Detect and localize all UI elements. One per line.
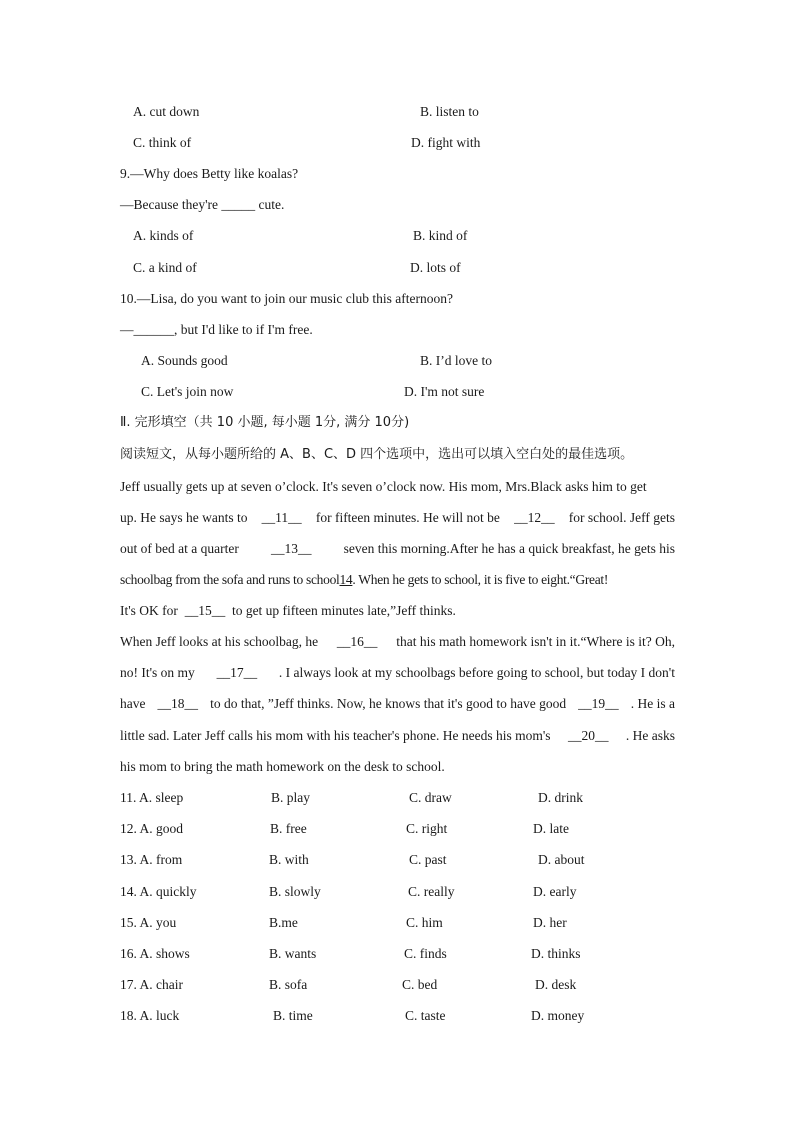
answer-12-b: B. free [270, 821, 307, 836]
answer-12-a: 12. A. good [120, 821, 184, 836]
passage-text: that his math homework isn't in it.“Where is it? Oh, [396, 634, 675, 649]
answer-17-c: C. bed [402, 977, 438, 992]
q9-question: 9.—Why does Betty like koalas? [120, 166, 299, 181]
passage-line-9 [120, 727, 675, 745]
q10-option-c: C. Let's join now [141, 384, 234, 399]
blank-15: __15__ [184, 603, 226, 618]
passage-text: for school. Jeff gets [568, 510, 675, 525]
passage-line-7 [120, 664, 675, 682]
passage-text: no! It's on my [120, 665, 195, 680]
passage-text: . When he gets to school, it is five to eight.“Great! [352, 572, 609, 587]
answer-16-c: C. finds [404, 946, 447, 961]
answer-13-d: D. about [538, 852, 585, 867]
answer-18-d: D. money [531, 1008, 585, 1023]
blank-20: __20__ [567, 728, 609, 743]
answer-14-b: B. slowly [269, 884, 321, 899]
answer-15-d: D. her [533, 915, 567, 930]
q10-option-b: B. I’d love to [420, 353, 492, 368]
q9-option-d: D. lots of [410, 260, 461, 275]
blank-13: __13__ [270, 541, 312, 556]
q9-response-post: cute. [255, 197, 285, 212]
q9-blank: _____ [221, 197, 256, 212]
q10-response: —______, but I'd like to if I'm free. [120, 322, 313, 337]
answer-17-b: B. sofa [269, 977, 308, 992]
passage-text: . He asks [625, 728, 675, 743]
answer-15-b: B.me [269, 915, 298, 930]
blank-19: __19__ [578, 696, 619, 711]
q9-option-a: A. kinds of [133, 228, 194, 243]
answer-16-b: B. wants [269, 946, 317, 961]
q8-option-c: C. think of [133, 135, 192, 150]
q9-option-b: B. kind of [413, 228, 468, 243]
q10-question: 10.—Lisa, do you want to join our music club this afternoon? [120, 291, 453, 306]
passage-text: . I always look at my schoolbags before going to school, but today I don't [278, 665, 675, 680]
passage-text: . He is a [630, 696, 675, 711]
passage-text: It's OK for [120, 603, 178, 618]
answer-16-d: D. thinks [531, 946, 581, 961]
q9-option-c: C. a kind of [133, 260, 197, 275]
q8-option-d: D. fight with [411, 135, 481, 150]
blank-11: __11__ [261, 510, 302, 525]
blank-17: __17__ [216, 665, 258, 680]
q10-option-d: D. I'm not sure [404, 384, 485, 399]
answer-15-a: 15. A. you [120, 915, 177, 930]
answer-11-d: D. drink [538, 790, 583, 805]
q8-option-b: B. listen to [420, 104, 479, 119]
passage-text: schoolbag from the sofa and runs to school [120, 572, 340, 587]
answer-16-a: 16. A. shows [120, 946, 190, 961]
passage-line-3 [120, 540, 675, 558]
q8-option-a: A. cut down [133, 104, 200, 119]
answer-12-d: D. late [533, 821, 569, 836]
passage-text: to get up fifteen minutes late,”Jeff thinks. [231, 603, 456, 618]
answer-17-d: D. desk [535, 977, 577, 992]
answer-13-c: C. past [409, 852, 447, 867]
answer-18-a: 18. A. luck [120, 1008, 180, 1023]
answer-11-a: 11. A. sleep [120, 790, 184, 805]
answer-13-b: B. with [269, 852, 309, 867]
passage-text: for fifteen minutes. He will not be [315, 510, 500, 525]
passage-line-4 [120, 571, 675, 589]
answer-13-a: 13. A. from [120, 852, 183, 867]
passage-text: seven this morning.After he has a quick breakfast, he gets his [343, 541, 675, 556]
answer-15-c: C. him [406, 915, 443, 930]
blank-18: __18__ [157, 696, 199, 711]
q10-option-a: A. Sounds good [141, 353, 228, 368]
passage-line-8 [120, 695, 675, 713]
section-heading: Ⅱ. 完形填空（共 10 小题, 每小题 1分, 满分 10分) [120, 415, 410, 430]
answer-14-c: C. really [408, 884, 455, 899]
passage-text: out of bed at a quarter [120, 541, 239, 556]
passage-text: little sad. Later Jeff calls his mom with his teacher's phone. He needs his mom's [120, 728, 551, 743]
passage-line-10: his mom to bring the math homework on the desk to school. [120, 759, 445, 774]
passage-text: have [120, 696, 146, 711]
answer-12-c: C. right [406, 821, 448, 836]
passage-text: When Jeff looks at his schoolbag, he [120, 634, 319, 649]
q9-response-pre: —Because they're [120, 197, 222, 212]
answer-11-b: B. play [271, 790, 310, 805]
answer-18-b: B. time [273, 1008, 313, 1023]
passage-line-1: Jeff usually gets up at seven o’clock. It's seven o’clock now. His mom, Mrs.Black asks him to get [120, 479, 647, 494]
blank-12: __12__ [514, 510, 555, 525]
answer-18-c: C. taste [405, 1008, 446, 1023]
passage-text: to do that, ”Jeff thinks. Now, he knows that it's good to have good [210, 696, 567, 711]
blank-14: 14 [339, 572, 353, 587]
answer-14-a: 14. A. quickly [120, 884, 197, 899]
section-instruction: 阅读短文，从每小题所给的 A、B、C、D 四个选项中，选出可以填入空白处的最佳选项。 [120, 447, 634, 462]
passage-line-5 [120, 602, 456, 620]
blank-16: __16__ [336, 634, 378, 649]
answer-17-a: 17. A. chair [120, 977, 183, 992]
passage-text: up. He says he wants to [120, 510, 248, 525]
q9-response [120, 196, 284, 214]
answer-11-c: C. draw [409, 790, 452, 805]
passage-line-2 [120, 509, 675, 527]
passage-line-6 [120, 633, 675, 651]
answer-14-d: D. early [533, 884, 577, 899]
